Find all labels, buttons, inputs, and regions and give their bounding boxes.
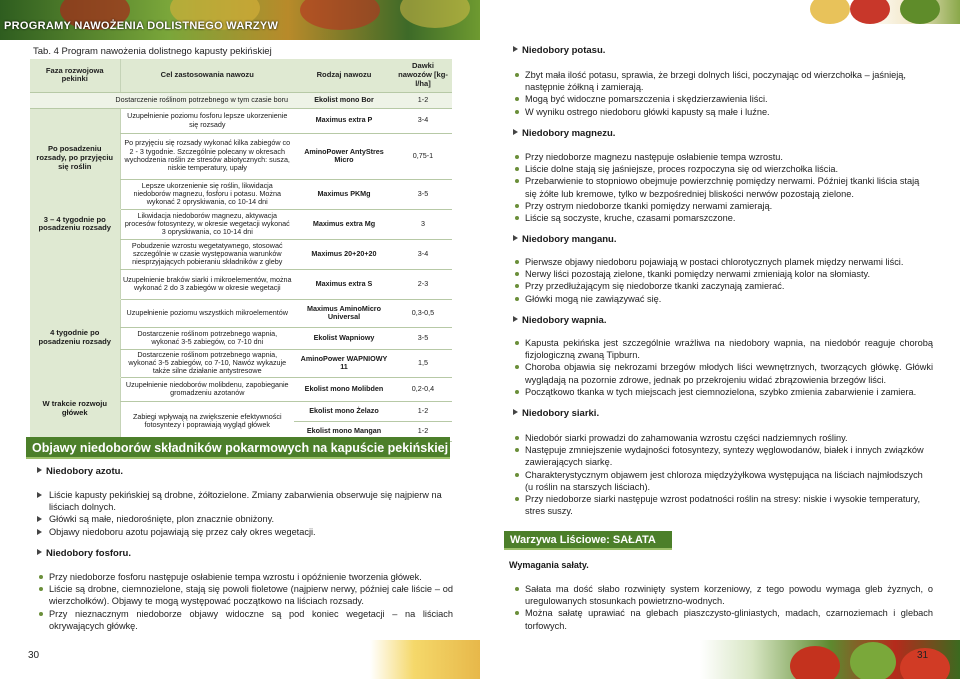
dot-bullet-icon <box>515 204 519 208</box>
magnez-list <box>513 151 933 224</box>
dot-bullet-icon <box>39 575 43 579</box>
triangle-bullet-icon <box>37 467 42 473</box>
header-banner <box>0 0 480 40</box>
list-item <box>513 93 933 105</box>
list-item-text: Przy niedoborze siarki następuje wzrost podatności roślin na stresy: niskie i wysokie temperatury, stres suszy. <box>525 494 921 517</box>
dot-bullet-icon <box>515 473 519 477</box>
purpose-cell: Pobudzenie wzrostu wegetatywnego, stosować szczególnie w czasie występowania warunków niesprzyjających pobieraniu składników z gleby <box>120 239 294 269</box>
list-item-text: Zbyt mała ilość potasu, sprawia, że brzegi dolnych liści, poczynając od wierzchołka – jaśnieją, następnie żółkną i zamierają. <box>525 70 906 93</box>
dot-bullet-icon <box>515 73 519 77</box>
list-item <box>513 106 933 118</box>
list-item <box>37 526 453 538</box>
purpose-cell: Uzupełnienie niedoborów molibdenu, zapobieganie gromadzeniu azotanów <box>120 377 294 401</box>
list-item-text: Przy ostrym niedoborze tkanki pomiędzy nerwami zamierają. <box>525 200 773 211</box>
header-title: PROGRAMY NAWOŻENIA DOLISTNEGO WARZYW <box>4 20 279 32</box>
list-item-text: Nerwy liści pozostają zielone, tkanki pomiędzy nerwami zmieniają kolor na słomiasty. <box>525 269 871 280</box>
purpose-cell: Po przyjęciu się rozsady wykonać kilka zabiegów co 2 - 3 tygodnie. Szczególnie polecany w okresach wychodzenia roślin ze stresów abiotycznych: susza, niskie temperatury, upały <box>120 133 294 179</box>
table-row <box>30 209 452 239</box>
list-item <box>513 200 933 212</box>
product-cell: Maximus extra P <box>294 108 394 133</box>
fosfor-list <box>37 571 453 632</box>
list-item <box>513 175 933 199</box>
triangle-bullet-icon <box>37 516 42 522</box>
list-item-text: Choroba objawia się nekrozami brzegów młodych liści wewnętrznych, tworzących główkę. Główki wyglądają na pozornie zdrowe, jednak po przekrojeniu widać zbrązowienia brzegów liści. <box>525 362 933 385</box>
list-item-text: Sałata ma dość słabo rozwinięty system korzeniowy, z tego powodu wymaga gleb żyznych, o uregulowanych stosunkach powietrzno-wodnych. <box>525 584 933 607</box>
list-item <box>513 293 933 305</box>
purpose-cell: Uzupełnienie poziomu wszystkich mikroelementów <box>120 299 294 327</box>
triangle-bullet-icon <box>513 235 518 241</box>
purpose-cell: Dostarczenie roślinom potrzebnego w tym czasie boru <box>30 92 294 108</box>
purpose-cell: Lepsze ukorzenienie się roślin, likwidacja niedoborów magnezu, fosforu i potasu. Można wykonać 2 opryskiwania, co 10-14 dni <box>120 179 294 209</box>
mangan-heading <box>513 234 616 245</box>
triangle-bullet-icon <box>37 549 42 555</box>
potas-heading <box>513 45 605 56</box>
col-purpose: Cel zastosowania nawozu <box>120 59 294 92</box>
salata-list <box>513 583 933 632</box>
list-item-text: Charakterystycznym objawem jest chloroza międzyżyłkowa występująca na liściach najmłodszych (u roślin na starszych liściach). <box>525 469 923 492</box>
dot-bullet-icon <box>515 448 519 452</box>
col-product: Rodzaj nawozu <box>294 59 394 92</box>
list-item <box>37 513 453 525</box>
dot-bullet-icon <box>515 611 519 615</box>
list-item-text: Główki są małe, niedorośnięte, plon znacznie obniżony. <box>49 514 275 525</box>
mangan-list <box>513 256 933 305</box>
list-item <box>513 469 933 493</box>
dose-cell: 2-3 <box>394 269 452 299</box>
dose-cell: 3-4 <box>394 239 452 269</box>
list-item-text: Liście są drobne, ciemnozielone, stają się powoli fioletowe (najpierw nerwy, później całe liście – od wierzchołków). Objawy te mogą występować początkowo na liściach rozsady. <box>49 584 453 607</box>
purpose-cell: Dostarczenie roślinom potrzebnego wapnia, wykonać 3-5 zabiegów, co 7-10, Nawóz wykazuje także silne działanie antystresowe <box>120 349 294 377</box>
fertilization-table <box>30 59 452 442</box>
dot-bullet-icon <box>515 365 519 369</box>
list-item-text: Można sałatę uprawiać na glebach piaszczysto-gliniastych, madach, czarnoziemach i glebach torfowych. <box>525 608 933 631</box>
purpose-cell: Likwidacja niedoborów magnezu, aktywacja procesów fotosyntezy, w okresie wegetacji wykonać 3 opryskiwania, co 10-14 dni <box>120 209 294 239</box>
list-item-text: Liście są soczyste, kruche, czasami pomarszczone. <box>525 213 736 224</box>
col-phase: Faza rozwojowa pekinki <box>30 59 120 92</box>
product-cell: Ekolist Wapniowy <box>294 327 394 349</box>
mangan-title: Niedobory manganu. <box>522 234 617 245</box>
dot-bullet-icon <box>515 587 519 591</box>
phase-cell: 4 tygodnie po posadzeniu rozsady <box>30 299 120 377</box>
list-item <box>513 268 933 280</box>
dot-bullet-icon <box>515 179 519 183</box>
potas-list <box>513 69 933 118</box>
triangle-bullet-icon <box>513 316 518 322</box>
list-item-text: Pierwsze objawy niedoboru pojawiają w postaci chlorotycznych plamek między nerwami liści. <box>525 257 904 267</box>
dot-bullet-icon <box>515 97 519 101</box>
list-item-text: Główki mogą nie zawiązywać się. <box>525 293 662 304</box>
list-item <box>513 444 933 468</box>
phase-cell: W trakcie rozwoju główek <box>30 377 120 441</box>
list-item <box>37 583 453 607</box>
product-cell: AminoPower AntyStres Micro <box>294 133 394 179</box>
list-item <box>513 212 933 224</box>
list-item <box>513 386 933 398</box>
decorative-stripe <box>370 640 480 679</box>
list-item-text: Następuje zmniejszenie wydajności fotosyntezy, syntezy węglowodanów, białek i innych związków zawierających siarkę. <box>525 445 924 468</box>
list-item-text: Niedobór siarki prowadzi do zahamowania wzrostu części nadziemnych rośliny. <box>525 433 848 443</box>
dot-bullet-icon <box>515 297 519 301</box>
dot-bullet-icon <box>515 110 519 114</box>
triangle-bullet-icon <box>37 492 42 498</box>
list-item-text: Przy przedłużającym się niedoborze tkanki zaczynają zamierać. <box>525 281 785 292</box>
dot-bullet-icon <box>515 390 519 394</box>
fosfor-title: Niedobory fosforu. <box>46 548 131 559</box>
phase-cell: 3 – 4 tygodnie po posadzeniu rozsady <box>30 209 120 299</box>
triangle-bullet-icon <box>513 129 518 135</box>
list-item <box>513 361 933 385</box>
dot-bullet-icon <box>515 341 519 345</box>
table-row <box>30 377 452 401</box>
magnez-title: Niedobory magnezu. <box>522 128 616 139</box>
table-row <box>30 108 452 133</box>
product-cell: Ekolist mono Mangan <box>294 421 394 441</box>
wapn-list <box>513 337 933 398</box>
dot-bullet-icon <box>515 155 519 159</box>
fosfor-heading <box>37 548 131 559</box>
triangle-bullet-icon <box>37 529 42 535</box>
product-cell: Maximus AminoMicro Universal <box>294 299 394 327</box>
purpose-cell: Uzupełnienie poziomu fosforu lepsze ukorzenienie się rozsady <box>120 108 294 133</box>
azot-heading <box>37 466 123 477</box>
dot-bullet-icon <box>515 284 519 288</box>
dot-bullet-icon <box>515 260 519 264</box>
dose-cell: 1-2 <box>394 421 452 441</box>
dose-cell: 3 <box>394 209 452 239</box>
list-item <box>513 432 933 444</box>
list-item <box>513 280 933 292</box>
product-cell: Maximus 20+20+20 <box>294 239 394 269</box>
list-item-text: Przy niedoborze fosforu następuje osłabienie tempa wzrostu i opóźnienie tworzenia główek. <box>49 572 422 582</box>
magnez-heading <box>513 128 615 139</box>
list-item <box>37 571 453 583</box>
purpose-cell: Uzupełnienie braków siarki i mikroelementów, można wykonać 2 do 3 zabiegów w okresie wegetacji <box>120 269 294 299</box>
dose-cell: 0,3-0,5 <box>394 299 452 327</box>
list-item <box>37 489 453 513</box>
azot-list <box>37 489 453 538</box>
dose-cell: 1-2 <box>394 401 452 421</box>
dose-cell: 0,75-1 <box>394 133 452 179</box>
list-item <box>513 337 933 361</box>
wapn-title: Niedobory wapnia. <box>522 315 607 326</box>
siarka-heading <box>513 408 599 419</box>
list-item-text: Kapusta pekińska jest szczególnie wrażliwa na niedobory wapnia, na niedobór reaguje chorobą fizjologiczną zwaną Tipburn. <box>525 338 933 361</box>
list-item <box>513 163 933 175</box>
list-item-text: Przy niedoborze magnezu następuje osłabienie tempa wzrostu. <box>525 152 783 162</box>
product-cell: Maximus PKMg <box>294 179 394 209</box>
potas-title: Niedobory potasu. <box>522 45 606 56</box>
list-item-text: W wyniku ostrego niedoboru główki kapusty są małe i luźne. <box>525 106 770 117</box>
dose-cell: 3-4 <box>394 108 452 133</box>
list-item <box>513 151 933 163</box>
dot-bullet-icon <box>515 216 519 220</box>
dot-bullet-icon <box>39 612 43 616</box>
header-banner-right <box>480 0 960 24</box>
salata-subtitle: Wymagania sałaty. <box>509 560 589 570</box>
salata-box-title: Warzywa Liściowe: SAŁATA <box>510 534 656 546</box>
purpose-cell: Dostarczenie roślinom potrzebnego wapnia, wykonać 3-5 zabiegów, co 7-10 dni <box>120 327 294 349</box>
salata-section-box <box>504 531 672 550</box>
list-item <box>513 583 933 607</box>
siarka-list <box>513 432 933 517</box>
dot-bullet-icon <box>515 167 519 171</box>
list-item <box>513 493 933 517</box>
list-item <box>37 608 453 632</box>
dot-bullet-icon <box>515 497 519 501</box>
list-item <box>513 69 933 93</box>
list-item-text: Mogą być widoczne pomarszczenia i skędzierzawienia liści. <box>525 94 768 105</box>
list-item <box>513 607 933 631</box>
dot-bullet-icon <box>39 587 43 591</box>
siarka-title: Niedobory siarki. <box>522 408 600 419</box>
product-cell: Maximus extra Mg <box>294 209 394 239</box>
dose-cell: 0,2-0,4 <box>394 377 452 401</box>
dose-cell: 1-2 <box>394 92 452 108</box>
list-item-text: Przebarwienie to stopniowo obejmuje powierzchnię pomiędzy nerwami. Później tkanki liścia stają się żółte lub kremowe, tylko w bezpośredniej bliskości nerwów pozostają zielone. <box>525 176 920 199</box>
product-cell: AminoPower WAPNIOWY 11 <box>294 349 394 377</box>
deficiency-section-bar <box>26 437 450 459</box>
dot-bullet-icon <box>515 436 519 440</box>
list-item <box>513 256 933 268</box>
section-title: Objawy niedoborów składników pokarmowych na kapuście pekińskiej <box>32 441 449 455</box>
list-item-text: Przy nieznacznym niedoborze objawy widoczne są pod koniec wegetacji – na liściach okrywających główkę. <box>49 608 453 631</box>
page-number-right: 31 <box>917 650 929 661</box>
phase-cell: Po posadzeniu rozsady, po przyjęciu się roślin <box>30 108 120 209</box>
purpose-cell: Zabiegi wpływają na zwiększenie efektywności fotosyntezy i poprawiają wygląd główek <box>120 401 294 441</box>
product-cell: Maximus extra S <box>294 269 394 299</box>
table-row <box>30 92 452 108</box>
page-number-left: 30 <box>28 650 40 661</box>
list-item-text: Początkowo tkanka w tych miejscach jest ciemnozielona, szybko zmienia zabarwienie i zamiera. <box>525 386 917 397</box>
product-cell: Ekolist mono Żelazo <box>294 401 394 421</box>
wapn-heading <box>513 315 606 326</box>
col-dose: Dawki nawozów [kg-l/ha] <box>394 59 452 92</box>
table-caption: Tab. 4 Program nawożenia dolistnego kapusty pekińskiej <box>33 46 272 57</box>
list-item-text: Objawy niedoboru azotu pojawiają się przez cały okres wegetacji. <box>49 526 316 537</box>
list-item-text: Liście kapusty pekińskiej są drobne, żółtozielone. Zmiany zabarwienia obserwuje się najpierw na liściach dolnych. <box>49 490 442 513</box>
dose-cell: 3-5 <box>394 327 452 349</box>
table-header-row <box>30 59 452 92</box>
triangle-bullet-icon <box>513 409 518 415</box>
dot-bullet-icon <box>515 272 519 276</box>
dose-cell: 1,5 <box>394 349 452 377</box>
product-cell: Ekolist mono Molibden <box>294 377 394 401</box>
azot-title: Niedobory azotu. <box>46 466 124 477</box>
table-row <box>30 299 452 327</box>
triangle-bullet-icon <box>513 46 518 52</box>
dose-cell: 3-5 <box>394 179 452 209</box>
list-item-text: Liście dolne stają się jaśniejsze, proces rozpoczyna się od wierzchołka liścia. <box>525 164 839 175</box>
product-cell: Ekolist mono Bor <box>294 92 394 108</box>
